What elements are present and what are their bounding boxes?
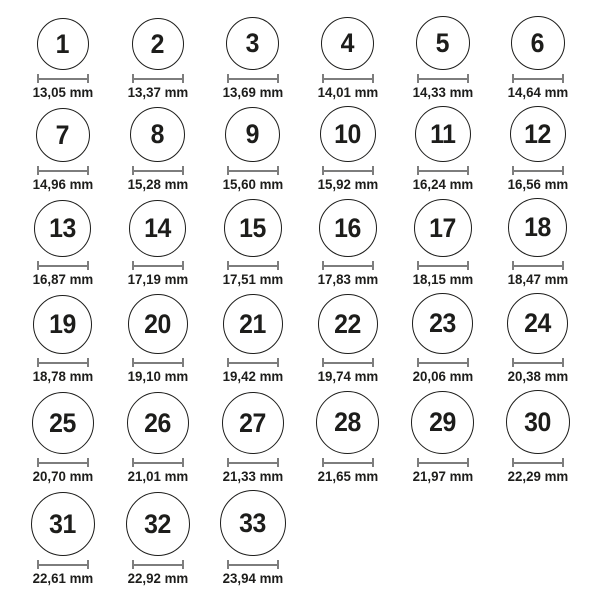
diameter-dimension-line bbox=[512, 74, 564, 83]
ring-size-cell bbox=[490, 16, 585, 100]
ring-size-cell bbox=[490, 106, 585, 192]
ring-size-number: 18 bbox=[524, 212, 551, 242]
diameter-dimension-line bbox=[322, 458, 374, 467]
ring-size-circle bbox=[128, 294, 188, 354]
ring-size-circle bbox=[34, 200, 91, 257]
ring-size-circle bbox=[316, 391, 379, 454]
ring-size-cell bbox=[300, 199, 395, 287]
ring-size-circle bbox=[321, 17, 374, 70]
ring-size-circle bbox=[129, 200, 186, 257]
ring-size-cell bbox=[110, 18, 205, 100]
ring-size-cell bbox=[15, 108, 110, 192]
diameter-dimension-line bbox=[512, 358, 564, 367]
ring-size-number: 23 bbox=[429, 308, 456, 338]
diameter-dimension-line bbox=[322, 261, 374, 270]
diameter-label: 18,15 mm bbox=[412, 271, 473, 287]
diameter-dimension-line bbox=[37, 560, 89, 569]
ring-size-circle bbox=[412, 293, 473, 354]
ring-size-circle bbox=[318, 294, 378, 354]
diameter-label: 14,01 mm bbox=[317, 84, 378, 100]
diameter-dimension-line bbox=[132, 358, 184, 367]
ring-size-cell bbox=[205, 107, 300, 192]
ring-size-number: 26 bbox=[144, 407, 171, 438]
diameter-label: 17,51 mm bbox=[222, 271, 283, 287]
ring-size-cell bbox=[15, 18, 110, 100]
ring-size-number: 12 bbox=[524, 118, 551, 149]
ring-size-number: 7 bbox=[55, 119, 70, 150]
ring-size-cell bbox=[110, 107, 205, 192]
ring-size-cell bbox=[205, 294, 300, 384]
diameter-dimension-line bbox=[37, 358, 89, 367]
ring-size-number: 4 bbox=[340, 28, 355, 58]
ring-size-circle bbox=[220, 490, 286, 556]
ring-size-cell bbox=[205, 199, 300, 287]
ring-row bbox=[15, 390, 585, 484]
ring-size-number: 30 bbox=[524, 406, 551, 437]
diameter-dimension-line bbox=[37, 166, 89, 175]
ring-size-number: 14 bbox=[144, 213, 171, 243]
ring-size-circle bbox=[31, 492, 95, 556]
ring-size-circle bbox=[226, 17, 279, 70]
ring-size-circle bbox=[319, 199, 377, 257]
ring-size-number: 24 bbox=[524, 308, 551, 338]
ring-size-circle bbox=[32, 392, 94, 454]
diameter-dimension-line bbox=[227, 458, 279, 467]
ring-size-number: 13 bbox=[49, 213, 76, 243]
diameter-dimension-line bbox=[322, 358, 374, 367]
ring-row bbox=[15, 16, 585, 100]
ring-size-circle bbox=[414, 199, 472, 257]
ring-size-cell bbox=[110, 200, 205, 287]
diameter-label: 16,56 mm bbox=[507, 176, 568, 192]
diameter-label: 17,19 mm bbox=[127, 271, 188, 287]
ring-size-number: 32 bbox=[144, 508, 171, 539]
diameter-dimension-line bbox=[512, 458, 564, 467]
ring-row bbox=[15, 198, 585, 287]
ring-size-cell bbox=[490, 198, 585, 287]
ring-size-circle bbox=[508, 198, 567, 257]
ring-size-number: 25 bbox=[49, 407, 76, 438]
ring-size-cell bbox=[300, 106, 395, 192]
diameter-label: 20,70 mm bbox=[32, 468, 93, 484]
ring-size-cell bbox=[490, 293, 585, 384]
ring-size-cell bbox=[395, 199, 490, 287]
ring-size-number: 17 bbox=[429, 212, 456, 243]
ring-size-number: 15 bbox=[239, 212, 266, 243]
diameter-label: 20,38 mm bbox=[507, 368, 568, 384]
ring-size-cell bbox=[395, 106, 490, 192]
ring-size-circle bbox=[37, 18, 89, 70]
diameter-dimension-line bbox=[417, 261, 469, 270]
diameter-dimension-line bbox=[227, 358, 279, 367]
ring-row bbox=[15, 106, 585, 192]
diameter-label: 22,61 mm bbox=[32, 570, 93, 586]
ring-size-circle bbox=[130, 107, 185, 162]
ring-size-cell bbox=[300, 17, 395, 100]
ring-size-circle bbox=[127, 392, 189, 454]
ring-size-cell bbox=[205, 392, 300, 484]
ring-size-number: 3 bbox=[245, 28, 260, 58]
ring-size-cell bbox=[205, 17, 300, 100]
ring-size-number: 19 bbox=[49, 309, 76, 339]
diameter-dimension-line bbox=[227, 261, 279, 270]
diameter-label: 19,74 mm bbox=[317, 368, 378, 384]
ring-size-number: 29 bbox=[429, 407, 456, 437]
ring-size-cell bbox=[15, 492, 110, 586]
ring-size-number: 21 bbox=[239, 308, 266, 339]
diameter-dimension-line bbox=[417, 166, 469, 175]
ring-size-number: 28 bbox=[334, 407, 361, 437]
ring-size-number: 20 bbox=[144, 308, 171, 339]
ring-size-circle bbox=[222, 392, 284, 454]
diameter-dimension-line bbox=[227, 74, 279, 83]
ring-size-cell bbox=[205, 490, 300, 586]
diameter-dimension-line bbox=[227, 166, 279, 175]
ring-size-cell bbox=[300, 294, 395, 384]
ring-size-cell bbox=[15, 295, 110, 384]
diameter-dimension-line bbox=[37, 261, 89, 270]
ring-size-cell bbox=[490, 390, 585, 484]
ring-size-number: 9 bbox=[245, 119, 260, 149]
diameter-dimension-line bbox=[417, 458, 469, 467]
ring-row bbox=[15, 490, 585, 586]
diameter-label: 14,96 mm bbox=[32, 176, 93, 192]
ring-size-cell bbox=[395, 391, 490, 484]
diameter-label: 22,92 mm bbox=[127, 570, 188, 586]
ring-size-circle bbox=[416, 16, 470, 70]
ring-size-circle bbox=[36, 108, 90, 162]
ring-size-circle bbox=[132, 18, 184, 70]
diameter-label: 22,29 mm bbox=[507, 468, 568, 484]
ring-size-circle bbox=[223, 294, 283, 354]
ring-size-circle bbox=[507, 293, 568, 354]
diameter-label: 21,01 mm bbox=[127, 468, 188, 484]
ring-size-number: 22 bbox=[334, 308, 361, 339]
ring-size-cell bbox=[15, 392, 110, 484]
ring-size-cell bbox=[110, 294, 205, 384]
diameter-dimension-line bbox=[37, 74, 89, 83]
ring-size-number: 27 bbox=[239, 407, 266, 438]
diameter-label: 23,94 mm bbox=[222, 570, 283, 586]
diameter-dimension-line bbox=[417, 358, 469, 367]
diameter-label: 15,60 mm bbox=[222, 176, 283, 192]
ring-size-number: 31 bbox=[49, 508, 76, 539]
diameter-label: 17,83 mm bbox=[317, 271, 378, 287]
diameter-label: 21,65 mm bbox=[317, 468, 378, 484]
diameter-label: 13,69 mm bbox=[222, 84, 283, 100]
ring-size-cell bbox=[110, 392, 205, 484]
diameter-label: 21,33 mm bbox=[222, 468, 283, 484]
ring-size-circle bbox=[225, 107, 280, 162]
ring-size-circle bbox=[510, 106, 566, 162]
ring-size-number: 5 bbox=[435, 27, 450, 58]
ring-size-cell bbox=[395, 16, 490, 100]
diameter-label: 14,64 mm bbox=[507, 84, 568, 100]
diameter-dimension-line bbox=[512, 261, 564, 270]
diameter-dimension-line bbox=[132, 261, 184, 270]
ring-size-number: 1 bbox=[55, 28, 70, 59]
ring-size-number: 10 bbox=[334, 118, 361, 149]
diameter-dimension-line bbox=[132, 166, 184, 175]
ring-size-cell bbox=[15, 200, 110, 287]
diameter-dimension-line bbox=[132, 560, 184, 569]
ring-size-circle bbox=[126, 492, 190, 556]
ring-size-circle bbox=[224, 199, 282, 257]
diameter-label: 19,10 mm bbox=[127, 368, 188, 384]
ring-size-number: 16 bbox=[334, 212, 361, 243]
ring-size-cell bbox=[110, 492, 205, 586]
ring-size-circle bbox=[411, 391, 474, 454]
ring-size-cell bbox=[395, 293, 490, 384]
diameter-dimension-line bbox=[322, 74, 374, 83]
ring-row bbox=[15, 293, 585, 384]
diameter-label: 21,97 mm bbox=[412, 468, 473, 484]
ring-size-number: 2 bbox=[150, 28, 165, 59]
diameter-dimension-line bbox=[37, 458, 89, 467]
ring-size-number: 33 bbox=[239, 507, 266, 538]
ring-size-number: 6 bbox=[530, 27, 545, 58]
diameter-label: 15,92 mm bbox=[317, 176, 378, 192]
diameter-label: 13,05 mm bbox=[32, 84, 93, 100]
ring-size-cell bbox=[300, 391, 395, 484]
ring-size-circle bbox=[320, 106, 376, 162]
diameter-dimension-line bbox=[322, 166, 374, 175]
diameter-dimension-line bbox=[132, 74, 184, 83]
diameter-dimension-line bbox=[417, 74, 469, 83]
ring-size-number: 11 bbox=[429, 118, 456, 149]
diameter-dimension-line bbox=[512, 166, 564, 175]
diameter-label: 15,28 mm bbox=[127, 176, 188, 192]
diameter-dimension-line bbox=[227, 560, 279, 569]
ring-size-circle bbox=[415, 106, 471, 162]
diameter-label: 16,24 mm bbox=[412, 176, 473, 192]
ring-size-circle bbox=[511, 16, 565, 70]
diameter-label: 13,37 mm bbox=[127, 84, 188, 100]
diameter-label: 14,33 mm bbox=[412, 84, 473, 100]
diameter-dimension-line bbox=[132, 458, 184, 467]
ring-size-number: 8 bbox=[150, 119, 165, 149]
diameter-label: 20,06 mm bbox=[412, 368, 473, 384]
diameter-label: 18,47 mm bbox=[507, 271, 568, 287]
diameter-label: 16,87 mm bbox=[32, 271, 93, 287]
diameter-label: 19,42 mm bbox=[222, 368, 283, 384]
ring-size-circle bbox=[506, 390, 570, 454]
ring-size-circle bbox=[33, 295, 92, 354]
diameter-label: 18,78 mm bbox=[32, 368, 93, 384]
